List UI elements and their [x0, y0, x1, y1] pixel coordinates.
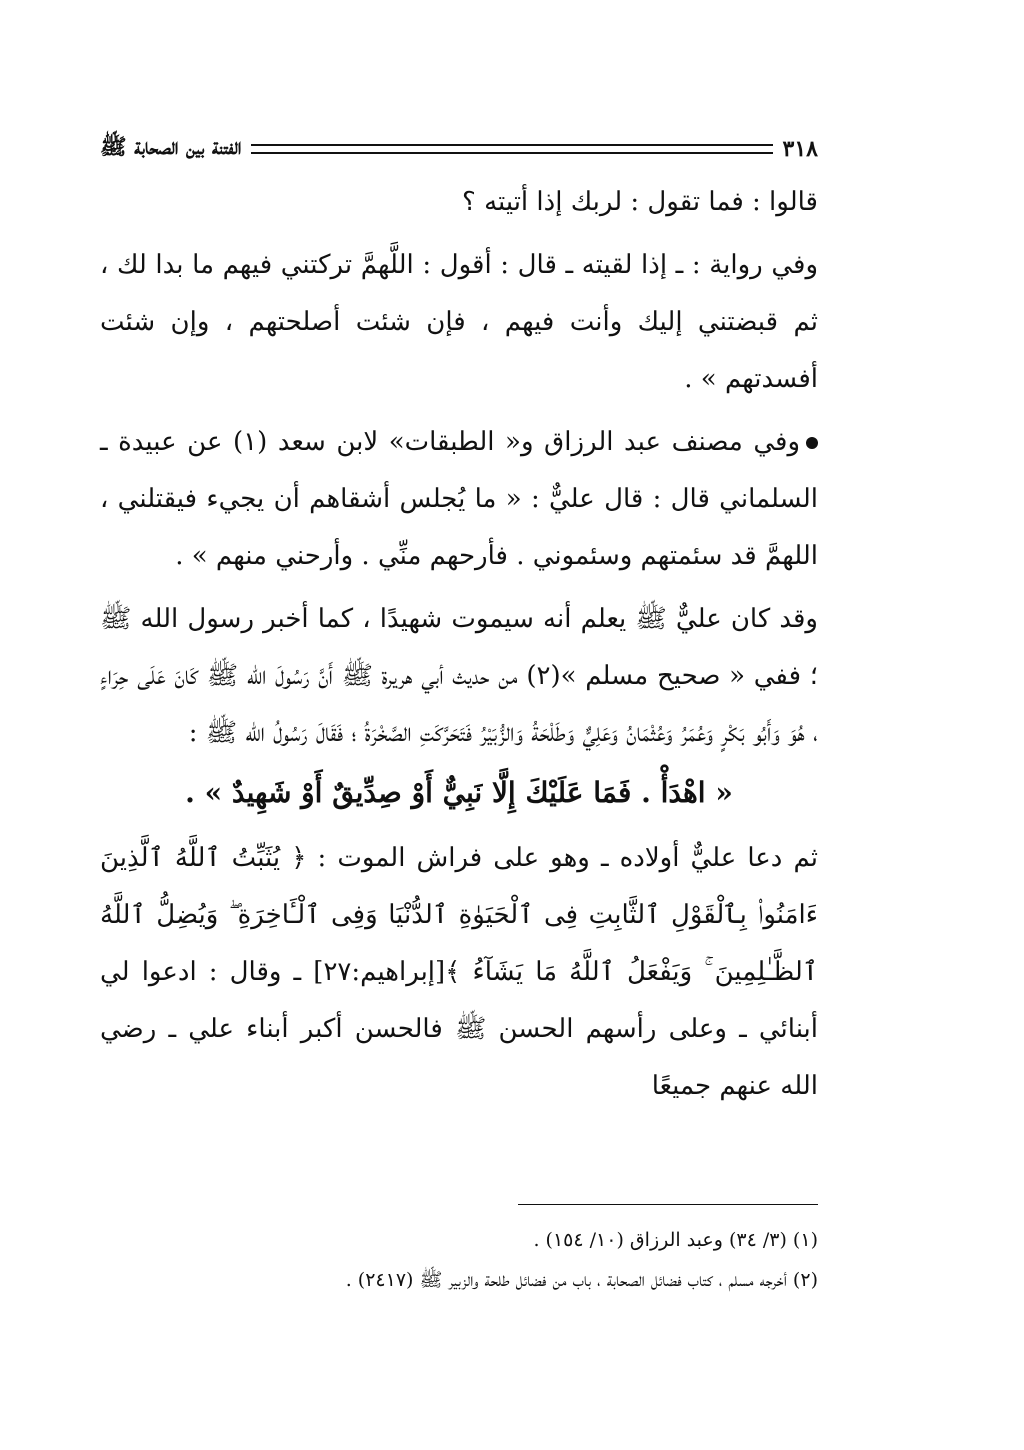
body-text	[100, 174, 818, 1115]
paragraph-question: قالوا : فما تقول : لربك إذا أتيته ؟	[462, 187, 818, 217]
paragraph-hadith: وقد كان عليٌّ ﷺ يعلم أنه سيموت شهيدًا ، كما أخبر رسول الله ﷺ ؛ ففي « صحيح مسلم »(٢) من حديث أبي هريرة ﷺ أَنَّ رَسُولَ الله ﷺ كَانَ عَلَى حِرَاءٍ ، هُوَ وَأَبُو بَكْرٍ وَعُمَرُ وَعُثْمَانُ وَعَلِيٌّ وَطَلْحَةُ وَالزُّبَيْرُ فَتَحَرَّكَتِ الصَّخْرَةُ ؛ فَقَالَ رَسُولُ الله ﷺ :	[100, 604, 818, 748]
page-number: ٣١٨	[782, 136, 818, 162]
hadith-quote: « اهْدَأْ . فَمَا عَلَيْكَ إِلَّا نَبِيٌّ أَوْ صِدِّيقٌ أَوْ شَهِيدٌ » .	[185, 776, 733, 809]
header-double-rule	[251, 144, 772, 154]
footnotes	[100, 1220, 818, 1300]
bullet-icon	[806, 437, 818, 449]
paragraph-musannaf-text: وفي مصنف عبد الرزاق و« الطبقات» لابن سعد (١) عن عبيدة ـ السلماني قال : قال عليٌّ : « ما يُجلس أشقاهم أن يجيء فيقتلني ، اللهمَّ قد سئمتهم وسئموني . فأرحهم منِّي . وأرحني منهم » .	[100, 427, 818, 571]
paragraph-riwaya: وفي رواية : ـ إذا لقيته ـ قال : أقول : اللَّهمَّ تركتني فيهم ما بدا لك ، ثم قبضتني إليك وأنت فيهم ، فإن شئت أصلحتهم ، وإن شئت أفسدتهم » .	[100, 250, 818, 394]
paragraph-deathbed: ثم دعا عليٌّ أولاده ـ وهو على فراش الموت : ﴿ يُثَبِّتُ ٱللَّهُ ٱلَّذِينَ ءَامَنُوا۟ بِٱلْقَوْلِ ٱلثَّابِتِ فِى ٱلْحَيَوٰةِ ٱلدُّنْيَا وَفِى ٱلْـَٔاخِرَةِ ۖ وَيُضِلُّ ٱللَّهُ ٱلظَّـٰلِمِينَ ۚ وَيَفْعَلُ ٱللَّهُ مَا يَشَآءُ ﴾[إبراهيم:٢٧] ـ وقال : ادعوا لي أبنائي ـ وعلى رأسهم الحسن ﷺ فالحسن أكبر أبناء علي ـ رضي الله عنهم جميعًا	[100, 843, 818, 1101]
running-header	[100, 128, 818, 170]
running-title: الفتنة بين الصحابة ﷺ	[100, 134, 242, 160]
footnote-separator	[518, 1204, 818, 1205]
footnote-1: (١) (٣/ ٣٤) وعبد الرزاق (١٠/ ١٥٤) .	[533, 1229, 818, 1251]
paragraph-musannaf	[100, 414, 818, 585]
footnote-2: (٢) أخرجه مسلم ، كتاب فضائل الصحابة ، باب من فضائل طلحة والزبير ﷺ (٢٤١٧) .	[345, 1269, 818, 1291]
book-page	[100, 128, 818, 1308]
